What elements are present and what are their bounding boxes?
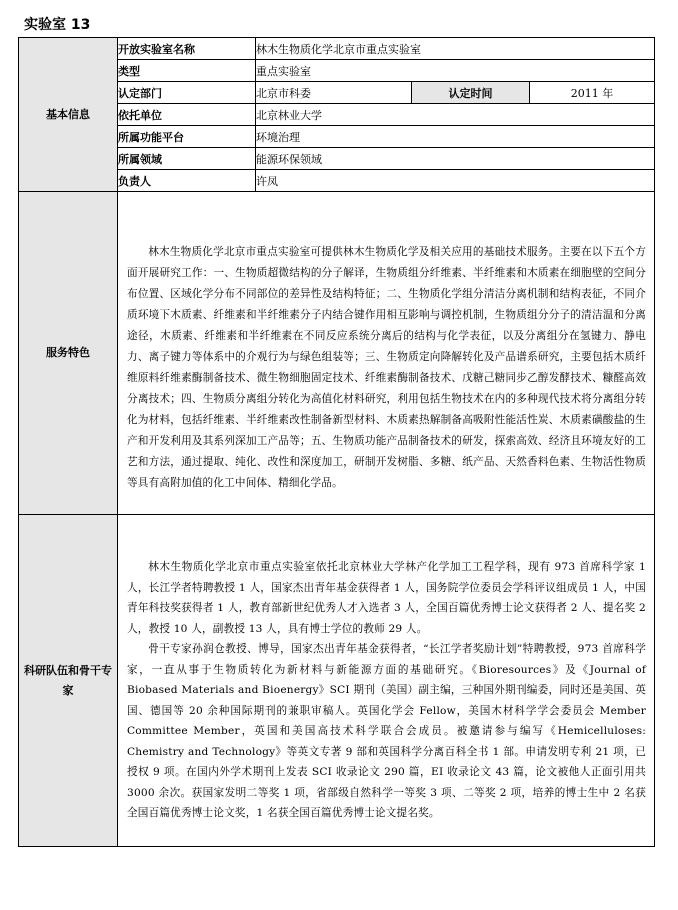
time-label: 认定时间 xyxy=(412,82,530,104)
type-label: 类型 xyxy=(118,60,256,82)
host-label: 依托单位 xyxy=(118,104,256,126)
lab-info-table xyxy=(18,37,655,847)
dept-value: 北京市科委 xyxy=(256,82,412,104)
section-basic-info: 基本信息 xyxy=(19,38,118,192)
dept-label: 认定部门 xyxy=(118,82,256,104)
field-label: 所属领域 xyxy=(118,148,256,170)
team-paragraph-1: 林木生物质化学北京市重点实验室依托北京林业大学林产化学加工工程学科，现有 973 首席科学家 1 人，长江学者特聘教授 1 人，国家杰出青年基金获得者 1 人，国务院学位委员会学科评议组成员 1 人，中国青年科技奖获得者 1 人，教育部新世纪优秀人才入选者 3 人，全国百篇优秀博士论文获得者 2 人、提名奖 2 人，教授 10 人，副教授 13 人，具有博士学位的教师 29 人。 xyxy=(127,561,647,635)
section-team: 科研队伍和骨干专家 xyxy=(19,515,118,847)
document-title: 实验室 13 xyxy=(24,17,91,33)
field-value: 能源环保领域 xyxy=(256,148,655,170)
leader-value: 许凤 xyxy=(256,170,655,192)
platform-value: 环境治理 xyxy=(256,126,655,148)
platform-label: 所属功能平台 xyxy=(118,126,256,148)
service-paragraph: 林木生物质化学北京市重点实验室可提供林木生物质化学及相关应用的基础技术服务。主要在以下五个方面开展研究工作：一、生物质超微结构的分子解译，生物质组分纤维素、半纤维素和木质素在细胞壁的空间分布位置、区域化学分布不同部位的差异性及结构特征；二、生物质化学组分清洁分离机制和结构表征，不同介质环境下木质素、纤维素和半纤维素分子内结合键作用相互影响与调控机制，生物质组分分子的清洁温和分离途径，木质素、纤维素和半纤维素在不同反应系统分离后的结构与化学表征，以及分离组分在氢键力、静电力、离子键力等体系中的介观行为与绿色组装等；三、生物质定向降解转化及产品谱系研究，主要包括木质纤维原料纤维素酶制备技术、微生物细胞固定技术、纤维素酶制备技术、戊糖己糖同步乙醇发酵技术、糠醛高效分离技术；四、生物质分离组分转化为高值化材料研究，利用包括生物技术在内的多种现代技术将分离组分转化为材料，包括纤维素、半纤维素改性制备新型材料、木质素热解制备高吸附性能活性炭、木质素磺酸盐的生产和开发利用及其系列深加工产品等；五、生物质功能产品制备技术的研发，探索高效、经济且环境友好的工艺和方法，通过提取、纯化、改性和深度加工，研制开发树脂、多糖、纸产品、天然香料色素、生物活性物质等具有高附加值的化工中间体、精细化学品。 xyxy=(127,245,647,489)
team-paragraph-2: 骨干专家孙润仓教授、博导，国家杰出青年基金获得者，“长江学者奖励计划”特聘教授，973 首席科学家，一直从事于生物质转化为新材料与新能源方面的基础研究。《Bioresources》及《Journal of Biobased Materials and Bioenergy》SCI 期刊（美国）副主编，三种国外期刊编委，同时还是美国、英国、德国等 20 余种国际期刊的兼职审稿人。英国化学会 Fellow，美国木材科学学会委员会 Member Committee Member，英国和美国高技术科学联合会成员。被邀请参与编写《Hemicelluloses: Chemistry and Technology》等英文专著 9 部和英国科学分离百科全书 1 部。申请发明专利 21 项，已授权 9 项。在国内外学术期刊上发表 SCI 收录论文 290 篇，EI 收录论文 43 篇，论文被他人正面引用共 3000 余次。获国家发明二等奖 1 项，省部级自然科学一等奖 3 项、二等奖 2 项，培养的博士生中 2 名获全国百篇优秀博士论文奖，1 名获全国百篇优秀博士论文提名奖。 xyxy=(127,643,647,820)
service-cell xyxy=(118,192,655,515)
lab-name-label: 开放实验室名称 xyxy=(118,38,256,60)
host-value: 北京林业大学 xyxy=(256,104,655,126)
leader-label: 负责人 xyxy=(118,170,256,192)
team-cell xyxy=(118,515,655,847)
time-value: 2011 年 xyxy=(530,82,655,104)
section-service: 服务特色 xyxy=(19,192,118,515)
lab-name-value: 林木生物质化学北京市重点实验室 xyxy=(256,38,655,60)
type-value: 重点实验室 xyxy=(256,60,655,82)
